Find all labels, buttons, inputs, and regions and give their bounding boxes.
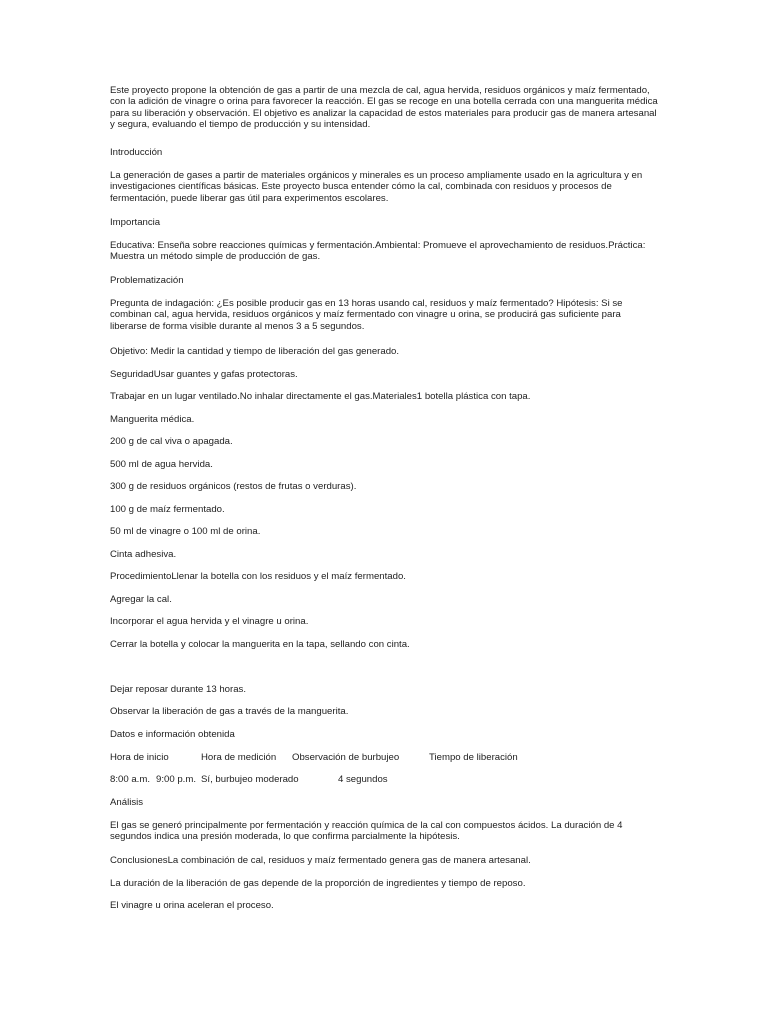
problematizacion-paragraph: Pregunta de indagación: ¿Es posible producir gas en 13 horas usando cal, residuos y maíz fermentado? Hipótesis: Si se combinan cal, agua hervida, residuos orgánicos y maíz fermentado con vinagre u orina, se producirá gas suficiente para liberarse de forma visible durante al menos 3 a 5 segundos. (110, 298, 623, 332)
importancia-paragraph: Educativa: Enseña sobre reacciones químicas y fermentación.Ambiental: Promueve el aprovechamiento de residuos.Práctica: Muestra un método simple de producción de gas. (110, 240, 646, 263)
objetivo-line: Objetivo: Medir la cantidad y tiempo de liberación del gas generado. (110, 346, 400, 357)
material-maiz: 100 g de maíz fermentado. (110, 504, 225, 515)
trabajar-line: Trabajar en un lugar ventilado.No inhalar directamente el gas.Materiales1 botella plástica con tapa. (110, 391, 531, 402)
heading-analisis: Análisis (110, 797, 144, 808)
heading-datos: Datos e información obtenida (110, 729, 235, 740)
procedimiento-step-5: Dejar reposar durante 13 horas. (110, 684, 246, 695)
procedimiento-step-3: Incorporar el agua hervida y el vinagre u orina. (110, 616, 309, 627)
table-header-tiempo: Tiempo de liberación (429, 752, 518, 763)
table-cell-hora-inicio: 8:00 a.m. (110, 774, 150, 785)
procedimiento-step-1: ProcedimientoLlenar la botella con los residuos y el maíz fermentado. (110, 571, 406, 582)
procedimiento-step-4: Cerrar la botella y colocar la manguerita en la tapa, sellando con cinta. (110, 639, 410, 650)
material-manguerita: Manguerita médica. (110, 414, 195, 425)
heading-introduccion: Introducción (110, 147, 163, 158)
table-header-observacion: Observación de burbujeo (292, 752, 400, 763)
material-residuos: 300 g de residuos orgánicos (restos de frutas o verduras). (110, 481, 357, 492)
seguridad-line: SeguridadUsar guantes y gafas protectoras. (110, 369, 298, 380)
material-cinta: Cinta adhesiva. (110, 549, 177, 560)
material-cal: 200 g de cal viva o apagada. (110, 436, 233, 447)
intro-paragraph: Este proyecto propone la obtención de gas a partir de una mezcla de cal, agua hervida, residuos orgánicos y maíz fermentado, con la adición de vinagre o orina para favorecer la reacción. El gas se recoge en una botella cerrada con una manguerita médica para su liberación y observación. El objetivo es analizar la capacidad de estos materiales para producir gas de manera artesanal y segura, evaluando el tiempo de producción y su intensidad. (110, 85, 658, 131)
analisis-paragraph: El gas se generó principalmente por fermentación y reacción química de la cal con compuestos ácidos. La duración de 4 segundos indica una presión moderada, lo que confirma parcialmente la hipótesis. (110, 820, 623, 843)
procedimiento-step-6: Observar la liberación de gas a través de la manguerita. (110, 706, 349, 717)
material-agua: 500 ml de agua hervida. (110, 459, 213, 470)
table-header-hora-inicio: Hora de inicio (110, 752, 169, 763)
introduccion-paragraph: La generación de gases a partir de materiales orgánicos y minerales es un proceso ampliamente usado en la agricultura y en investigaciones científicas básicas. Este proyecto busca entender cómo la cal, combinada con residuos y procesos de fermentación, puede liberar gas útil para experimentos escolares. (110, 170, 643, 204)
conclusion-2: La duración de la liberación de gas depende de la proporción de ingredientes y tiempo de reposo. (110, 878, 526, 889)
material-vinagre: 50 ml de vinagre o 100 ml de orina. (110, 526, 261, 537)
table-cell-tiempo: 4 segundos (338, 774, 388, 785)
conclusion-3: El vinagre u orina aceleran el proceso. (110, 900, 274, 911)
heading-importancia: Importancia (110, 217, 161, 228)
table-header-hora-medicion: Hora de medición (201, 752, 277, 763)
table-cell-observacion: Sí, burbujeo moderado (201, 774, 299, 785)
conclusion-1: ConclusionesLa combinación de cal, residuos y maíz fermentado genera gas de manera artesanal. (110, 855, 531, 866)
table-cell-hora-medicion: 9:00 p.m. (156, 774, 196, 785)
heading-problematizacion: Problematización (110, 275, 184, 286)
procedimiento-step-2: Agregar la cal. (110, 594, 172, 605)
